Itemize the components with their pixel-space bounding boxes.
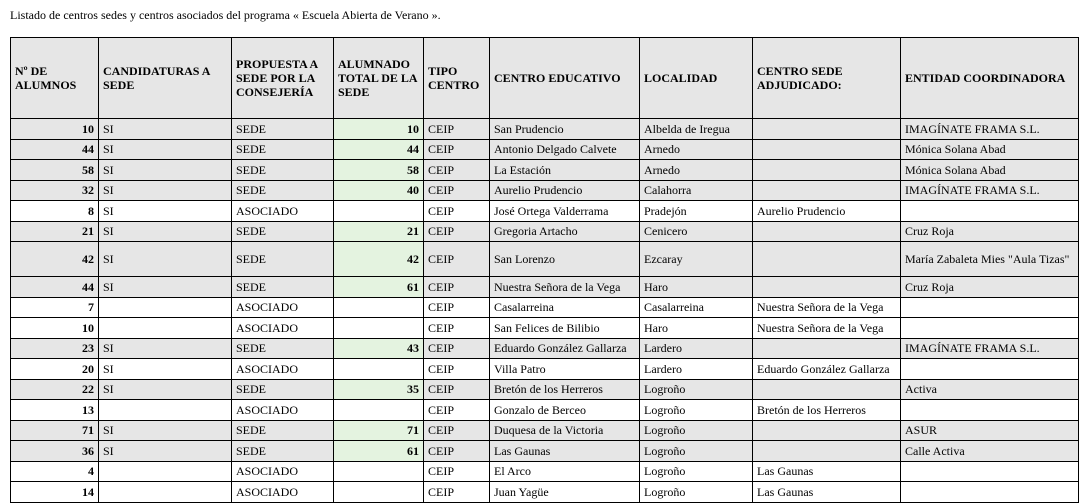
cell-entidad-coordinadora: María Zabaleta Mies "Aula Tizas" xyxy=(901,242,1079,277)
cell-centro-educativo: Casalarreina xyxy=(490,297,640,318)
cell-centro-sede-adjudicado: Eduardo González Gallarza xyxy=(753,359,901,380)
cell-localidad: Cenicero xyxy=(640,221,753,242)
cell-alumnos: 21 xyxy=(11,221,99,242)
cell-entidad-coordinadora xyxy=(901,318,1079,339)
cell-candidatura: SI xyxy=(99,160,232,181)
cell-centro-sede-adjudicado: Bretón de los Herreros xyxy=(753,400,901,421)
cell-propuesta: SEDE xyxy=(232,139,334,160)
cell-candidatura: SI xyxy=(99,338,232,359)
cell-tipo-centro: CEIP xyxy=(424,160,490,181)
table-row xyxy=(11,277,1079,298)
centers-table xyxy=(10,37,1079,503)
header-alumnado-total: ALUMNADO TOTAL DE LA SEDE xyxy=(334,38,424,119)
cell-tipo-centro: CEIP xyxy=(424,221,490,242)
cell-centro-educativo: La Estación xyxy=(490,160,640,181)
cell-localidad: Lardero xyxy=(640,359,753,380)
cell-localidad: Haro xyxy=(640,318,753,339)
cell-alumnado-total xyxy=(334,482,424,503)
cell-candidatura: SI xyxy=(99,420,232,441)
cell-centro-sede-adjudicado xyxy=(753,180,901,201)
header-propuesta: PROPUESTA A SEDE POR LA CONSEJERÍA xyxy=(232,38,334,119)
cell-alumnos: 20 xyxy=(11,359,99,380)
cell-localidad: Pradejón xyxy=(640,201,753,222)
cell-alumnos: 10 xyxy=(11,318,99,339)
cell-entidad-coordinadora xyxy=(901,359,1079,380)
cell-centro-educativo: San Lorenzo xyxy=(490,242,640,277)
cell-centro-sede-adjudicado: Las Gaunas xyxy=(753,482,901,503)
cell-entidad-coordinadora: Activa xyxy=(901,379,1079,400)
cell-centro-educativo: Eduardo González Gallarza xyxy=(490,338,640,359)
cell-centro-sede-adjudicado xyxy=(753,160,901,181)
cell-propuesta: SEDE xyxy=(232,379,334,400)
cell-tipo-centro: CEIP xyxy=(424,242,490,277)
cell-centro-educativo: Duquesa de la Victoria xyxy=(490,420,640,441)
table-row xyxy=(11,482,1079,503)
table-row xyxy=(11,160,1079,181)
cell-alumnado-total: 58 xyxy=(334,160,424,181)
cell-localidad: Arnedo xyxy=(640,160,753,181)
table-row xyxy=(11,400,1079,421)
table-row xyxy=(11,201,1079,222)
cell-localidad: Albelda de Iregua xyxy=(640,119,753,140)
cell-entidad-coordinadora: Mónica Solana Abad xyxy=(901,160,1079,181)
table-body xyxy=(11,119,1079,503)
cell-tipo-centro: CEIP xyxy=(424,482,490,503)
cell-alumnos: 8 xyxy=(11,201,99,222)
cell-tipo-centro: CEIP xyxy=(424,139,490,160)
cell-centro-sede-adjudicado: Nuestra Señora de la Vega xyxy=(753,318,901,339)
cell-propuesta: ASOCIADO xyxy=(232,482,334,503)
table-row xyxy=(11,379,1079,400)
cell-centro-sede-adjudicado xyxy=(753,119,901,140)
cell-centro-educativo: Las Gaunas xyxy=(490,441,640,462)
cell-candidatura xyxy=(99,297,232,318)
cell-tipo-centro: CEIP xyxy=(424,338,490,359)
cell-alumnos: 32 xyxy=(11,180,99,201)
cell-propuesta: SEDE xyxy=(232,441,334,462)
cell-entidad-coordinadora: IMAGÍNATE FRAMA S.L. xyxy=(901,338,1079,359)
cell-alumnos: 14 xyxy=(11,482,99,503)
cell-candidatura: SI xyxy=(99,139,232,160)
cell-alumnos: 44 xyxy=(11,277,99,298)
cell-centro-educativo: El Arco xyxy=(490,461,640,482)
cell-centro-educativo: Bretón de los Herreros xyxy=(490,379,640,400)
cell-tipo-centro: CEIP xyxy=(424,180,490,201)
cell-centro-sede-adjudicado: Aurelio Prudencio xyxy=(753,201,901,222)
header-tipo-centro: TIPO CENTRO xyxy=(424,38,490,119)
cell-localidad: Ezcaray xyxy=(640,242,753,277)
cell-propuesta: SEDE xyxy=(232,221,334,242)
cell-tipo-centro: CEIP xyxy=(424,318,490,339)
cell-localidad: Lardero xyxy=(640,338,753,359)
cell-propuesta: ASOCIADO xyxy=(232,318,334,339)
cell-entidad-coordinadora: IMAGÍNATE FRAMA S.L. xyxy=(901,119,1079,140)
header-entidad-coordinadora: ENTIDAD COORDINADORA xyxy=(901,38,1079,119)
cell-entidad-coordinadora xyxy=(901,461,1079,482)
cell-localidad: Logroño xyxy=(640,420,753,441)
cell-alumnos: 10 xyxy=(11,119,99,140)
cell-alumnado-total: 61 xyxy=(334,441,424,462)
cell-tipo-centro: CEIP xyxy=(424,420,490,441)
cell-candidatura xyxy=(99,482,232,503)
cell-tipo-centro: CEIP xyxy=(424,441,490,462)
cell-alumnos: 4 xyxy=(11,461,99,482)
table-row xyxy=(11,441,1079,462)
cell-entidad-coordinadora: Calle Activa xyxy=(901,441,1079,462)
table-row xyxy=(11,180,1079,201)
cell-centro-educativo: Gonzalo de Berceo xyxy=(490,400,640,421)
table-row xyxy=(11,221,1079,242)
table-row xyxy=(11,139,1079,160)
header-alumnos: Nº DE ALUMNOS xyxy=(11,38,99,119)
cell-centro-sede-adjudicado xyxy=(753,277,901,298)
cell-tipo-centro: CEIP xyxy=(424,379,490,400)
cell-candidatura: SI xyxy=(99,277,232,298)
cell-tipo-centro: CEIP xyxy=(424,359,490,380)
cell-propuesta: SEDE xyxy=(232,242,334,277)
cell-alumnos: 71 xyxy=(11,420,99,441)
cell-entidad-coordinadora: ASUR xyxy=(901,420,1079,441)
cell-candidatura: SI xyxy=(99,180,232,201)
cell-alumnos: 42 xyxy=(11,242,99,277)
cell-centro-educativo: Aurelio Prudencio xyxy=(490,180,640,201)
header-centro-sede-adjudicado: CENTRO SEDE ADJUDICADO: xyxy=(753,38,901,119)
cell-centro-sede-adjudicado xyxy=(753,441,901,462)
cell-tipo-centro: CEIP xyxy=(424,277,490,298)
cell-centro-sede-adjudicado xyxy=(753,242,901,277)
cell-candidatura: SI xyxy=(99,242,232,277)
cell-propuesta: SEDE xyxy=(232,180,334,201)
table-row xyxy=(11,420,1079,441)
cell-propuesta: ASOCIADO xyxy=(232,461,334,482)
cell-alumnado-total: 10 xyxy=(334,119,424,140)
cell-alumnos: 22 xyxy=(11,379,99,400)
cell-localidad: Logroño xyxy=(640,482,753,503)
cell-candidatura: SI xyxy=(99,221,232,242)
header-localidad: LOCALIDAD xyxy=(640,38,753,119)
cell-alumnado-total xyxy=(334,297,424,318)
cell-propuesta: ASOCIADO xyxy=(232,201,334,222)
cell-tipo-centro: CEIP xyxy=(424,201,490,222)
header-centro-educativo: CENTRO EDUCATIVO xyxy=(490,38,640,119)
cell-candidatura xyxy=(99,318,232,339)
cell-tipo-centro: CEIP xyxy=(424,297,490,318)
cell-centro-sede-adjudicado xyxy=(753,379,901,400)
cell-tipo-centro: CEIP xyxy=(424,461,490,482)
cell-tipo-centro: CEIP xyxy=(424,119,490,140)
table-row xyxy=(11,338,1079,359)
cell-alumnado-total xyxy=(334,461,424,482)
cell-alumnos: 13 xyxy=(11,400,99,421)
cell-candidatura: SI xyxy=(99,359,232,380)
cell-localidad: Calahorra xyxy=(640,180,753,201)
table-row xyxy=(11,318,1079,339)
cell-propuesta: ASOCIADO xyxy=(232,297,334,318)
cell-centro-sede-adjudicado: Nuestra Señora de la Vega xyxy=(753,297,901,318)
cell-alumnos: 58 xyxy=(11,160,99,181)
cell-centro-educativo: José Ortega Valderrama xyxy=(490,201,640,222)
table-row xyxy=(11,119,1079,140)
cell-tipo-centro: CEIP xyxy=(424,400,490,421)
cell-localidad: Arnedo xyxy=(640,139,753,160)
cell-alumnado-total xyxy=(334,359,424,380)
cell-alumnado-total: 44 xyxy=(334,139,424,160)
cell-centro-sede-adjudicado: Las Gaunas xyxy=(753,461,901,482)
cell-alumnos: 44 xyxy=(11,139,99,160)
cell-propuesta: SEDE xyxy=(232,420,334,441)
cell-alumnado-total: 40 xyxy=(334,180,424,201)
cell-candidatura: SI xyxy=(99,379,232,400)
cell-propuesta: ASOCIADO xyxy=(232,400,334,421)
cell-localidad: Casalarreina xyxy=(640,297,753,318)
cell-entidad-coordinadora: IMAGÍNATE FRAMA S.L. xyxy=(901,180,1079,201)
cell-entidad-coordinadora xyxy=(901,482,1079,503)
table-row xyxy=(11,242,1079,277)
cell-localidad: Haro xyxy=(640,277,753,298)
cell-alumnado-total xyxy=(334,400,424,421)
cell-alumnos: 23 xyxy=(11,338,99,359)
cell-centro-sede-adjudicado xyxy=(753,338,901,359)
cell-entidad-coordinadora xyxy=(901,201,1079,222)
cell-entidad-coordinadora xyxy=(901,297,1079,318)
cell-centro-educativo: Nuestra Señora de la Vega xyxy=(490,277,640,298)
cell-alumnado-total xyxy=(334,318,424,339)
cell-localidad: Logroño xyxy=(640,400,753,421)
cell-alumnado-total: 35 xyxy=(334,379,424,400)
cell-localidad: Logroño xyxy=(640,379,753,400)
cell-candidatura xyxy=(99,461,232,482)
cell-entidad-coordinadora: Cruz Roja xyxy=(901,277,1079,298)
cell-alumnado-total xyxy=(334,201,424,222)
table-row xyxy=(11,461,1079,482)
cell-alumnos: 7 xyxy=(11,297,99,318)
cell-candidatura: SI xyxy=(99,441,232,462)
cell-propuesta: SEDE xyxy=(232,119,334,140)
cell-propuesta: SEDE xyxy=(232,160,334,181)
cell-centro-sede-adjudicado xyxy=(753,420,901,441)
cell-centro-educativo: Antonio Delgado Calvete xyxy=(490,139,640,160)
cell-centro-educativo: Villa Patro xyxy=(490,359,640,380)
cell-centro-sede-adjudicado xyxy=(753,221,901,242)
cell-alumnado-total: 71 xyxy=(334,420,424,441)
cell-alumnado-total: 42 xyxy=(334,242,424,277)
cell-alumnado-total: 61 xyxy=(334,277,424,298)
cell-alumnado-total: 21 xyxy=(334,221,424,242)
header-candidaturas: CANDIDATURAS A SEDE xyxy=(99,38,232,119)
table-row xyxy=(11,297,1079,318)
header-row xyxy=(11,38,1079,119)
cell-alumnos: 36 xyxy=(11,441,99,462)
cell-entidad-coordinadora: Cruz Roja xyxy=(901,221,1079,242)
cell-localidad: Logroño xyxy=(640,441,753,462)
cell-propuesta: ASOCIADO xyxy=(232,359,334,380)
cell-candidatura: SI xyxy=(99,201,232,222)
cell-candidatura xyxy=(99,400,232,421)
cell-entidad-coordinadora: Mónica Solana Abad xyxy=(901,139,1079,160)
cell-propuesta: SEDE xyxy=(232,338,334,359)
cell-centro-educativo: Gregoria Artacho xyxy=(490,221,640,242)
table-row xyxy=(11,359,1079,380)
cell-centro-sede-adjudicado xyxy=(753,139,901,160)
cell-propuesta: SEDE xyxy=(232,277,334,298)
cell-entidad-coordinadora xyxy=(901,400,1079,421)
cell-centro-educativo: San Felices de Bilibio xyxy=(490,318,640,339)
cell-alumnado-total: 43 xyxy=(334,338,424,359)
cell-localidad: Logroño xyxy=(640,461,753,482)
cell-centro-educativo: San Prudencio xyxy=(490,119,640,140)
page-caption: Listado de centros sedes y centros asociados del programa « Escuela Abierta de Verano ». xyxy=(10,8,441,22)
cell-candidatura: SI xyxy=(99,119,232,140)
cell-centro-educativo: Juan Yagüe xyxy=(490,482,640,503)
